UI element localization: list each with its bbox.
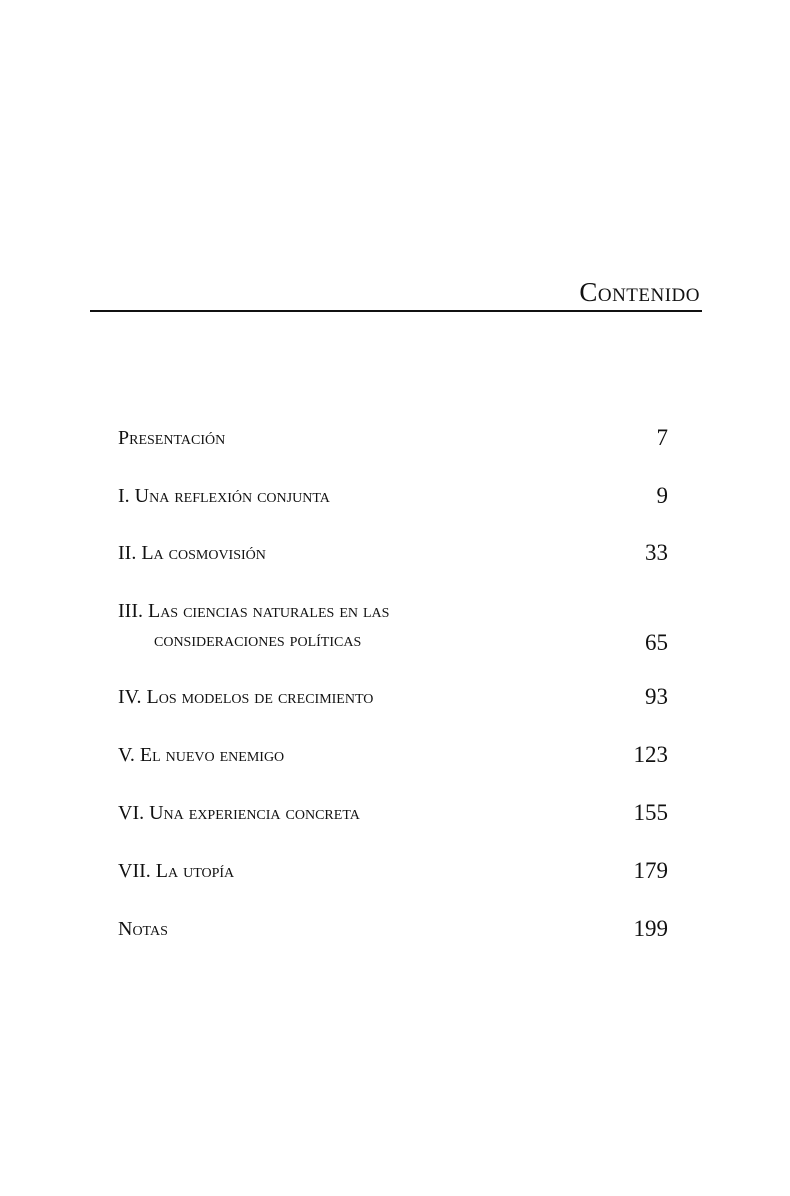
toc-entry-label: I. Una reflexión conjunta bbox=[118, 485, 330, 507]
toc-entry-label: II. La cosmovisión bbox=[118, 542, 266, 564]
toc-entry-label: V. El nuevo enemigo bbox=[118, 744, 285, 766]
toc-entry-label: VI. Una experiencia concreta bbox=[118, 802, 360, 824]
toc-entry-page: 155 bbox=[633, 800, 668, 825]
toc-entry-page: 93 bbox=[645, 684, 668, 709]
title-rule bbox=[90, 310, 702, 312]
page-title: Contenido bbox=[579, 277, 700, 307]
toc-entry-page: 179 bbox=[633, 858, 668, 883]
toc-entry-page: 7 bbox=[656, 425, 668, 450]
toc-entry-page: 65 bbox=[645, 630, 668, 655]
toc-entry-label: IV. Los modelos de crecimiento bbox=[118, 686, 374, 708]
toc-entry-label: III. Las ciencias naturales en las bbox=[118, 600, 390, 622]
toc-entry-label-line2: consideraciones políticas bbox=[154, 629, 362, 651]
toc-entry-label: Presentación bbox=[118, 427, 226, 449]
toc-entry-page: 9 bbox=[656, 483, 668, 508]
toc-entry-label: Notas bbox=[118, 918, 168, 940]
toc-entry-page: 199 bbox=[633, 916, 668, 941]
toc-entry-page: 33 bbox=[645, 540, 668, 565]
toc-entry-label: VII. La utopía bbox=[118, 860, 235, 882]
toc-entry-page: 123 bbox=[633, 742, 668, 767]
